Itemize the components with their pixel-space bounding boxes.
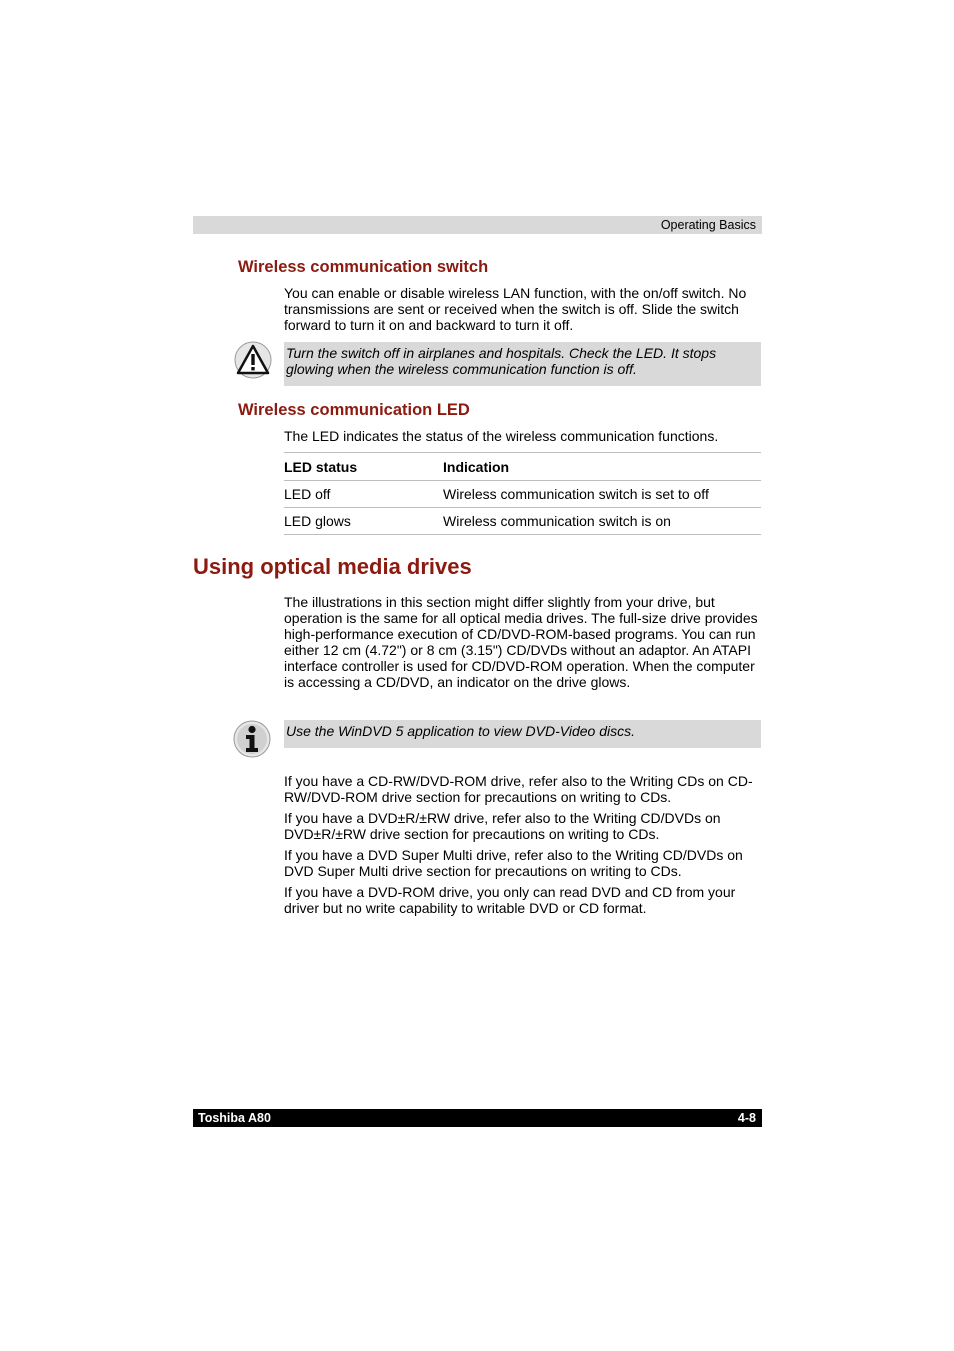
info-icon — [233, 720, 271, 758]
led-status-table — [284, 452, 761, 535]
paragraph-cd-rw: If you have a CD-RW/DVD-ROM drive, refer also to the Writing CDs on CD-RW/DVD-ROM drive section for precautions on writing to CDs. — [284, 773, 753, 805]
heading-wireless-led: Wireless communication LED — [238, 401, 470, 419]
paragraph-wireless-switch: You can enable or disable wireless LAN function, with the on/off switch. No transmissions are sent or received when the switch is off. Slide the switch forward to turn it on and backward to turn it off. — [284, 285, 747, 333]
heading-optical-drives: Using optical media drives — [193, 554, 472, 579]
paragraph-dvd-rom: If you have a DVD-ROM drive, you only can read DVD and CD from your driver but no write capability to writable DVD or CD format. — [284, 884, 736, 916]
heading-wireless-switch: Wireless communication switch — [238, 258, 489, 276]
caution-icon — [234, 341, 272, 379]
caution-note: Turn the switch off in airplanes and hospitals. Check the LED. It stops glowing when the wireless communication function is off. — [284, 342, 761, 386]
paragraph-optical-intro: The illustrations in this section might differ slightly from your drive, but operation is the same for all optical media drives. The full-size drive provides high-performance execution of CD/DVD-ROM-based programs. You can run either 12 cm (4.72") or 8 cm (3.15") CD/DVDs without an adaptor. An ATAPI interface controller is used for CD/DVD-ROM operation. When the computer is accessing a CD/DVD, an indicator on the drive glows. — [284, 594, 758, 690]
paragraph-dvd-rw: If you have a DVD±R/±RW drive, refer also to the Writing CD/DVDs on DVD±R/±RW drive section for precautions on writing to CDs. — [284, 810, 721, 842]
table-header-led-status: LED status — [284, 453, 443, 481]
paragraph-wireless-led: The LED indicates the status of the wireless communication functions. — [284, 428, 719, 444]
footer-product: Toshiba A80 — [198, 1111, 271, 1125]
footer-page-number: 4-8 — [737, 1111, 756, 1125]
running-header — [193, 216, 762, 234]
table-cell: LED off — [284, 481, 443, 508]
header-section-title: Operating Basics — [660, 218, 756, 232]
table-cell: Wireless communication switch is set to off — [443, 481, 761, 508]
table-row — [284, 508, 761, 535]
table-cell: Wireless communication switch is on — [443, 508, 761, 535]
info-note: Use the WinDVD 5 application to view DVD-Video discs. — [284, 720, 761, 748]
table-cell: LED glows — [284, 508, 443, 535]
running-footer — [193, 1109, 762, 1127]
table-header-indication: Indication — [443, 453, 761, 481]
table-row — [284, 481, 761, 508]
paragraph-dvd-super-multi: If you have a DVD Super Multi drive, refer also to the Writing CD/DVDs on DVD Super Multi drive section for precautions on writing to CDs. — [284, 847, 743, 879]
table-header-row — [284, 453, 761, 481]
